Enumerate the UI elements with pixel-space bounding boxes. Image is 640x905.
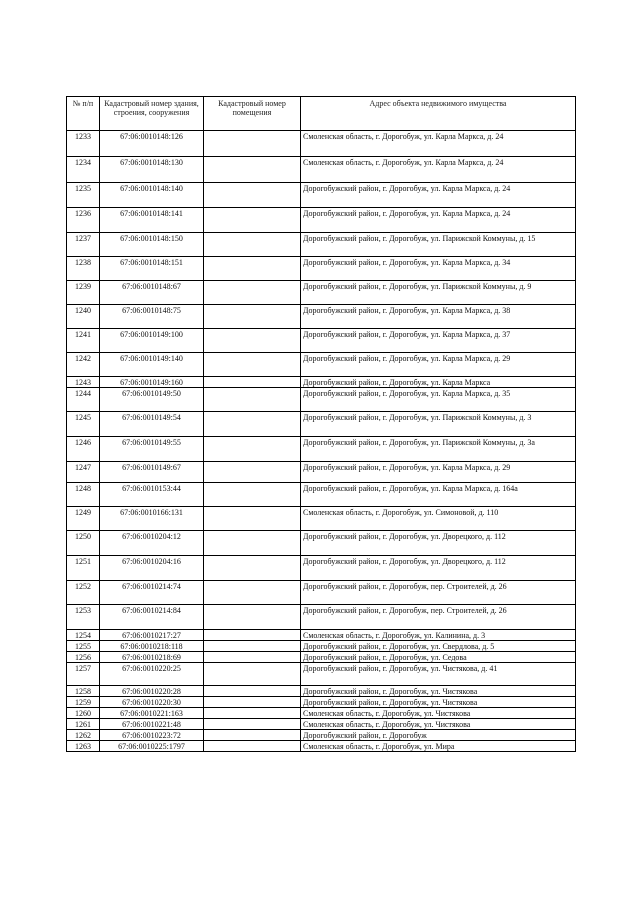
- table-row: [67, 730, 576, 741]
- premises-cadastral-number: [204, 388, 301, 412]
- row-number: 1259: [67, 697, 100, 708]
- row-number: 1252: [67, 581, 100, 605]
- table-row: [67, 641, 576, 652]
- premises-cadastral-number: [204, 719, 301, 730]
- header-building-cadastral-number: Кадастровый номер здания, строения, сооружения: [100, 97, 204, 131]
- building-cadastral-number: 67:06:0010204:16: [100, 556, 204, 581]
- row-number: 1237: [67, 233, 100, 257]
- building-cadastral-number: 67:06:0010149:55: [100, 437, 204, 462]
- table-row: [67, 686, 576, 697]
- header-address: Адрес объекта недвижимого имущества: [301, 97, 576, 131]
- table-row: [67, 663, 576, 686]
- header-premises-cadastral-number: Кадастровый номер помещения: [204, 97, 301, 131]
- property-address: Дорогобужский район, г. Дорогобуж, ул. Чистякова, д. 41: [301, 663, 576, 686]
- property-address: Смоленская область, г. Дорогобуж, ул. Чистякова: [301, 719, 576, 730]
- premises-cadastral-number: [204, 437, 301, 462]
- table-row: [67, 605, 576, 630]
- premises-cadastral-number: [204, 353, 301, 377]
- row-number: 1238: [67, 257, 100, 281]
- property-register-table: [66, 96, 576, 752]
- table-row: [67, 377, 576, 388]
- row-number: 1248: [67, 483, 100, 507]
- property-address: Смоленская область, г. Дорогобуж, ул. Чистякова: [301, 708, 576, 719]
- premises-cadastral-number: [204, 377, 301, 388]
- premises-cadastral-number: [204, 483, 301, 507]
- property-address: Дорогобужский район, г. Дорогобуж, ул. Чистякова: [301, 697, 576, 708]
- table-row: [67, 353, 576, 377]
- property-address: Дорогобужский район, г. Дорогобуж, ул. Свердлова, д. 5: [301, 641, 576, 652]
- property-address: Дорогобужский район, г. Дорогобуж, ул. Парижской Коммуны, д. 3а: [301, 437, 576, 462]
- row-number: 1254: [67, 630, 100, 641]
- row-number: 1234: [67, 157, 100, 183]
- row-number: 1242: [67, 353, 100, 377]
- building-cadastral-number: 67:06:0010153:44: [100, 483, 204, 507]
- table-row: [67, 581, 576, 605]
- table-row: [67, 131, 576, 157]
- premises-cadastral-number: [204, 462, 301, 483]
- table-row: [67, 697, 576, 708]
- premises-cadastral-number: [204, 652, 301, 663]
- property-address: Дорогобужский район, г. Дорогобуж, ул. Карла Маркса, д. 29: [301, 462, 576, 483]
- property-address: Дорогобужский район, г. Дорогобуж, ул. Парижской Коммуны, д. 9: [301, 281, 576, 305]
- table-row: [67, 305, 576, 329]
- row-number: 1256: [67, 652, 100, 663]
- property-address: Смоленская область, г. Дорогобуж, ул. Калинина, д. 3: [301, 630, 576, 641]
- table-row: [67, 652, 576, 663]
- row-number: 1260: [67, 708, 100, 719]
- row-number: 1244: [67, 388, 100, 412]
- premises-cadastral-number: [204, 556, 301, 581]
- premises-cadastral-number: [204, 329, 301, 353]
- building-cadastral-number: 67:06:0010214:74: [100, 581, 204, 605]
- table-row: [67, 208, 576, 233]
- building-cadastral-number: 67:06:0010148:141: [100, 208, 204, 233]
- row-number: 1236: [67, 208, 100, 233]
- building-cadastral-number: 67:06:0010220:30: [100, 697, 204, 708]
- table-row: [67, 630, 576, 641]
- premises-cadastral-number: [204, 697, 301, 708]
- building-cadastral-number: 67:06:0010220:28: [100, 686, 204, 697]
- property-address: Дорогобужский район, г. Дорогобуж, ул. Карла Маркса: [301, 377, 576, 388]
- property-address: Дорогобужский район, г. Дорогобуж, ул. Карла Маркса, д. 24: [301, 183, 576, 208]
- premises-cadastral-number: [204, 581, 301, 605]
- property-address: Смоленская область, г. Дорогобуж, ул. Карла Маркса, д. 24: [301, 131, 576, 157]
- premises-cadastral-number: [204, 305, 301, 329]
- property-address: Дорогобужский район, г. Дорогобуж, пер. Строителей, д. 26: [301, 581, 576, 605]
- building-cadastral-number: 67:06:0010221:48: [100, 719, 204, 730]
- building-cadastral-number: 67:06:0010149:54: [100, 412, 204, 437]
- property-address: Дорогобужский район, г. Дорогобуж, ул. Парижской Коммуны, д. 3: [301, 412, 576, 437]
- property-address: Дорогобужский район, г. Дорогобуж, ул. Парижской Коммуны, д. 15: [301, 233, 576, 257]
- building-cadastral-number: 67:06:0010149:100: [100, 329, 204, 353]
- building-cadastral-number: 67:06:0010217:27: [100, 630, 204, 641]
- header-number: № п/п: [67, 97, 100, 131]
- building-cadastral-number: 67:06:0010148:126: [100, 131, 204, 157]
- building-cadastral-number: 67:06:0010218:118: [100, 641, 204, 652]
- premises-cadastral-number: [204, 281, 301, 305]
- building-cadastral-number: 67:06:0010221:163: [100, 708, 204, 719]
- table-header-row: [67, 97, 576, 131]
- row-number: 1263: [67, 741, 100, 752]
- building-cadastral-number: 67:06:0010148:130: [100, 157, 204, 183]
- building-cadastral-number: 67:06:0010149:67: [100, 462, 204, 483]
- building-cadastral-number: 67:06:0010218:69: [100, 652, 204, 663]
- table-row: [67, 507, 576, 531]
- building-cadastral-number: 67:06:0010149:160: [100, 377, 204, 388]
- building-cadastral-number: 67:06:0010148:150: [100, 233, 204, 257]
- premises-cadastral-number: [204, 730, 301, 741]
- property-address: Смоленская область, г. Дорогобуж, ул. Мира: [301, 741, 576, 752]
- property-address: Дорогобужский район, г. Дорогобуж, ул. Чистякова: [301, 686, 576, 697]
- row-number: 1240: [67, 305, 100, 329]
- table-row: [67, 741, 576, 752]
- table-row: [67, 233, 576, 257]
- row-number: 1261: [67, 719, 100, 730]
- premises-cadastral-number: [204, 257, 301, 281]
- property-address: Дорогобужский район, г. Дорогобуж, ул. Карла Маркса, д. 37: [301, 329, 576, 353]
- row-number: 1233: [67, 131, 100, 157]
- table-row: [67, 531, 576, 556]
- table-row: [67, 388, 576, 412]
- premises-cadastral-number: [204, 507, 301, 531]
- premises-cadastral-number: [204, 233, 301, 257]
- table-row: [67, 329, 576, 353]
- building-cadastral-number: 67:06:0010204:12: [100, 531, 204, 556]
- row-number: 1249: [67, 507, 100, 531]
- row-number: 1255: [67, 641, 100, 652]
- premises-cadastral-number: [204, 208, 301, 233]
- row-number: 1245: [67, 412, 100, 437]
- building-cadastral-number: 67:06:0010223:72: [100, 730, 204, 741]
- row-number: 1262: [67, 730, 100, 741]
- premises-cadastral-number: [204, 183, 301, 208]
- table-row: [67, 157, 576, 183]
- property-address: Дорогобужский район, г. Дорогобуж: [301, 730, 576, 741]
- premises-cadastral-number: [204, 605, 301, 630]
- premises-cadastral-number: [204, 412, 301, 437]
- property-address: Смоленская область, г. Дорогобуж, ул. Карла Маркса, д. 24: [301, 157, 576, 183]
- building-cadastral-number: 67:06:0010214:84: [100, 605, 204, 630]
- building-cadastral-number: 67:06:0010220:25: [100, 663, 204, 686]
- table-row: [67, 462, 576, 483]
- table-row: [67, 719, 576, 730]
- row-number: 1251: [67, 556, 100, 581]
- building-cadastral-number: 67:06:0010149:140: [100, 353, 204, 377]
- table-row: [67, 708, 576, 719]
- premises-cadastral-number: [204, 531, 301, 556]
- table-row: [67, 483, 576, 507]
- row-number: 1247: [67, 462, 100, 483]
- table-body: [67, 131, 576, 752]
- premises-cadastral-number: [204, 641, 301, 652]
- building-cadastral-number: 67:06:0010166:131: [100, 507, 204, 531]
- table-row: [67, 556, 576, 581]
- building-cadastral-number: 67:06:0010225:1797: [100, 741, 204, 752]
- property-address: Дорогобужский район, г. Дорогобуж, ул. Карла Маркса, д. 34: [301, 257, 576, 281]
- premises-cadastral-number: [204, 708, 301, 719]
- building-cadastral-number: 67:06:0010148:140: [100, 183, 204, 208]
- property-address: Дорогобужский район, г. Дорогобуж, ул. Карла Маркса, д. 38: [301, 305, 576, 329]
- row-number: 1246: [67, 437, 100, 462]
- building-cadastral-number: 67:06:0010149:50: [100, 388, 204, 412]
- property-address: Дорогобужский район, г. Дорогобуж, ул. Карла Маркса, д. 29: [301, 353, 576, 377]
- table-row: [67, 281, 576, 305]
- row-number: 1257: [67, 663, 100, 686]
- building-cadastral-number: 67:06:0010148:151: [100, 257, 204, 281]
- table-row: [67, 437, 576, 462]
- premises-cadastral-number: [204, 663, 301, 686]
- building-cadastral-number: 67:06:0010148:67: [100, 281, 204, 305]
- row-number: 1253: [67, 605, 100, 630]
- property-address: Дорогобужский район, г. Дорогобуж, ул. Карла Маркса, д. 35: [301, 388, 576, 412]
- premises-cadastral-number: [204, 741, 301, 752]
- property-address: Дорогобужский район, г. Дорогобуж, пер. Строителей, д. 26: [301, 605, 576, 630]
- row-number: 1235: [67, 183, 100, 208]
- row-number: 1258: [67, 686, 100, 697]
- property-address: Дорогобужский район, г. Дорогобуж, ул. Дворецкого, д. 112: [301, 556, 576, 581]
- property-address: Дорогобужский район, г. Дорогобуж, ул. Карла Маркса, д. 24: [301, 208, 576, 233]
- row-number: 1241: [67, 329, 100, 353]
- row-number: 1250: [67, 531, 100, 556]
- property-address: Смоленская область, г. Дорогобуж, ул. Симоновой, д. 110: [301, 507, 576, 531]
- table-row: [67, 257, 576, 281]
- building-cadastral-number: 67:06:0010148:75: [100, 305, 204, 329]
- premises-cadastral-number: [204, 131, 301, 157]
- row-number: 1239: [67, 281, 100, 305]
- property-address: Дорогобужский район, г. Дорогобуж, ул. Дворецкого, д. 112: [301, 531, 576, 556]
- table-row: [67, 412, 576, 437]
- row-number: 1243: [67, 377, 100, 388]
- property-address: Дорогобужский район, г. Дорогобуж, ул. Седова: [301, 652, 576, 663]
- premises-cadastral-number: [204, 157, 301, 183]
- property-address: Дорогобужский район, г. Дорогобуж, ул. Карла Маркса, д. 164а: [301, 483, 576, 507]
- table-row: [67, 183, 576, 208]
- premises-cadastral-number: [204, 630, 301, 641]
- premises-cadastral-number: [204, 686, 301, 697]
